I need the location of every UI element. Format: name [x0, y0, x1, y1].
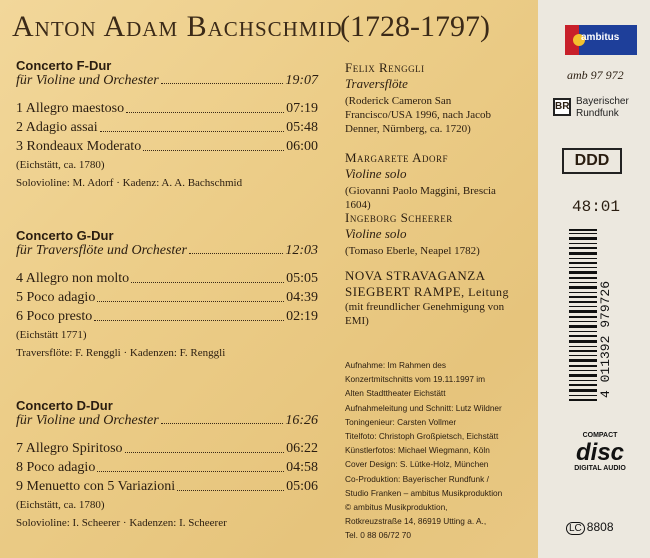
track-label: 5 Poco adagio — [16, 290, 96, 305]
ddd-badge: DDD — [562, 148, 622, 174]
svg-text:COMPACT: COMPACT — [582, 432, 618, 439]
track-label: 2 Adagio assai — [16, 120, 98, 135]
concerto-credit: Solovioline: M. Adorf · Kadenz: A. A. Bachschmid — [16, 177, 243, 189]
credit-line: Künstlerfotos: Michael Wiegmann, Köln — [345, 445, 490, 456]
track-label: 3 Rondeaux Moderato — [16, 139, 142, 154]
label-logo-text: ambitus — [581, 32, 620, 43]
credit-line: Rotkreuzstraße 14, 86919 Utting a. A., — [345, 516, 487, 527]
br-logo-icon: BR — [553, 98, 571, 116]
performer-name: Ingeborg Scheerer — [345, 210, 453, 225]
conductor-role: , Leitung — [461, 285, 509, 299]
lc-code — [566, 520, 614, 535]
barcode-number: 4 011392 979726 — [598, 280, 613, 398]
performer-instrument: Traversflöte — [345, 76, 408, 91]
track-time: 05:05 — [286, 271, 318, 286]
total-duration: 48:01 — [572, 198, 621, 216]
concerto-credit: Traversflöte: F. Renggli · Kadenzen: F. Renggli — [16, 347, 226, 359]
ensemble-note: (mit freundlicher Genehmigung von EMI) — [345, 301, 505, 327]
track-row — [16, 307, 318, 326]
lc-number: 8808 — [586, 520, 614, 534]
performer — [345, 60, 520, 136]
concerto-title: Concerto G-Dur — [16, 228, 114, 243]
credit-line: Aufnahmeleitung und Schnitt: Lutz Wildner — [345, 402, 502, 413]
compact-disc-logo-icon — [566, 428, 634, 472]
track-label: 8 Poco adagio — [16, 460, 96, 475]
credit-line: Tel. 0 88 06/72 70 — [345, 530, 411, 541]
concerto-1 — [16, 58, 318, 189]
performer-note: (Roderick Cameron San Francisco/USA 1996, nach Jacob Denner, Nürnberg, ca. 1720) — [345, 95, 492, 135]
track-label: 9 Menuetto con 5 Variazioni — [16, 479, 176, 494]
credit-line: Cover Design: S. Lütke-Holz, München — [345, 459, 489, 470]
concerto-subtitle: für Violine und Orchester — [16, 413, 159, 428]
performer-name: Margarete Adorf — [345, 150, 448, 165]
broadcaster-name: Bayerischer Rundfunk — [576, 96, 629, 119]
concerto-note: (Eichstätt, ca. 1780) — [16, 159, 105, 171]
track-row — [16, 439, 318, 458]
track-label: 1 Allegro maestoso — [16, 101, 125, 116]
track-time: 04:39 — [286, 290, 318, 305]
concerto-subtitle: für Traversflöte und Orchester — [16, 243, 187, 258]
track-time: 05:06 — [286, 479, 318, 494]
track-row — [16, 288, 318, 307]
performer-note: (Giovanni Paolo Maggini, Brescia 1604) — [345, 185, 496, 211]
concerto-subtitle: für Violine und Orchester — [16, 73, 159, 88]
credit-line: Konzertmitschnitts vom 19.11.1997 im — [345, 374, 486, 385]
composer-title: Anton Adam Bachschmid — [12, 10, 343, 43]
track-time: 02:19 — [286, 309, 318, 324]
track-label: 4 Allegro non molto — [16, 271, 130, 286]
concerto-total-time: 16:26 — [285, 413, 318, 428]
credit-line: Titelfoto: Christoph Großpietsch, Eichstätt — [345, 431, 499, 442]
concerto-title: Concerto F-Dur — [16, 58, 112, 73]
credit-line: © ambitus Musikproduktion, — [345, 502, 448, 513]
credit-line: Aufnahme: Im Rahmen des — [345, 360, 446, 370]
track-time: 06:22 — [286, 441, 318, 456]
svg-text:disc: disc — [575, 439, 625, 466]
concerto-total-time: 12:03 — [285, 243, 318, 258]
concerto-3 — [16, 398, 318, 529]
performer — [345, 150, 520, 212]
track-row — [16, 99, 318, 118]
concerto-subtitle-row — [16, 413, 318, 429]
ensemble-name: NOVA STRAVAGANZA — [345, 268, 486, 283]
concerto-note: (Eichstätt 1771) — [16, 329, 87, 341]
lc-prefix: LC — [566, 522, 585, 535]
track-time: 04:58 — [286, 460, 318, 475]
track-label: 7 Allegro Spiritoso — [16, 441, 123, 456]
performer — [345, 210, 520, 258]
catalog-number: amb 97 972 — [567, 68, 624, 82]
concerto-title: Concerto D-Dur — [16, 398, 113, 413]
track-row — [16, 137, 318, 156]
track-label: 6 Poco presto — [16, 309, 93, 324]
track-row — [16, 118, 318, 137]
ensemble — [345, 268, 520, 328]
performer-name: Felix Renggli — [345, 60, 425, 75]
composer-years: (1728-1797) — [340, 10, 490, 43]
production-credits — [345, 358, 527, 543]
performer-instrument: Violine solo — [345, 166, 407, 181]
track-row — [16, 269, 318, 288]
credit-line: Co-Produktion: Bayerischer Rundfunk / — [345, 473, 489, 484]
concerto-2 — [16, 228, 318, 359]
concerto-note: (Eichstätt, ca. 1780) — [16, 499, 105, 511]
concerto-subtitle-row — [16, 243, 318, 259]
concerto-credit: Solovioline: I. Scheerer · Kadenzen: I. Scheerer — [16, 517, 227, 529]
conductor-line — [345, 284, 520, 300]
concerto-total-time: 19:07 — [285, 73, 318, 88]
concerto-subtitle-row — [16, 73, 318, 89]
track-time: 05:48 — [286, 120, 318, 135]
credit-line: Studio Franken – ambitus Musikproduktion — [345, 487, 503, 498]
conductor-name: SIEGBERT RAMPE — [345, 284, 462, 299]
performer-note: (Tomaso Eberle, Neapel 1782) — [345, 245, 480, 257]
svg-text:DIGITAL AUDIO: DIGITAL AUDIO — [574, 465, 626, 472]
performer-instrument: Violine solo — [345, 226, 407, 241]
track-row — [16, 458, 318, 477]
track-time: 07:19 — [286, 101, 318, 116]
track-time: 06:00 — [286, 139, 318, 154]
credit-line: Toningenieur: Carsten Vollmer — [345, 416, 457, 427]
track-row — [16, 477, 318, 496]
credit-line: Alten Stadttheater Eichstätt — [345, 388, 446, 399]
